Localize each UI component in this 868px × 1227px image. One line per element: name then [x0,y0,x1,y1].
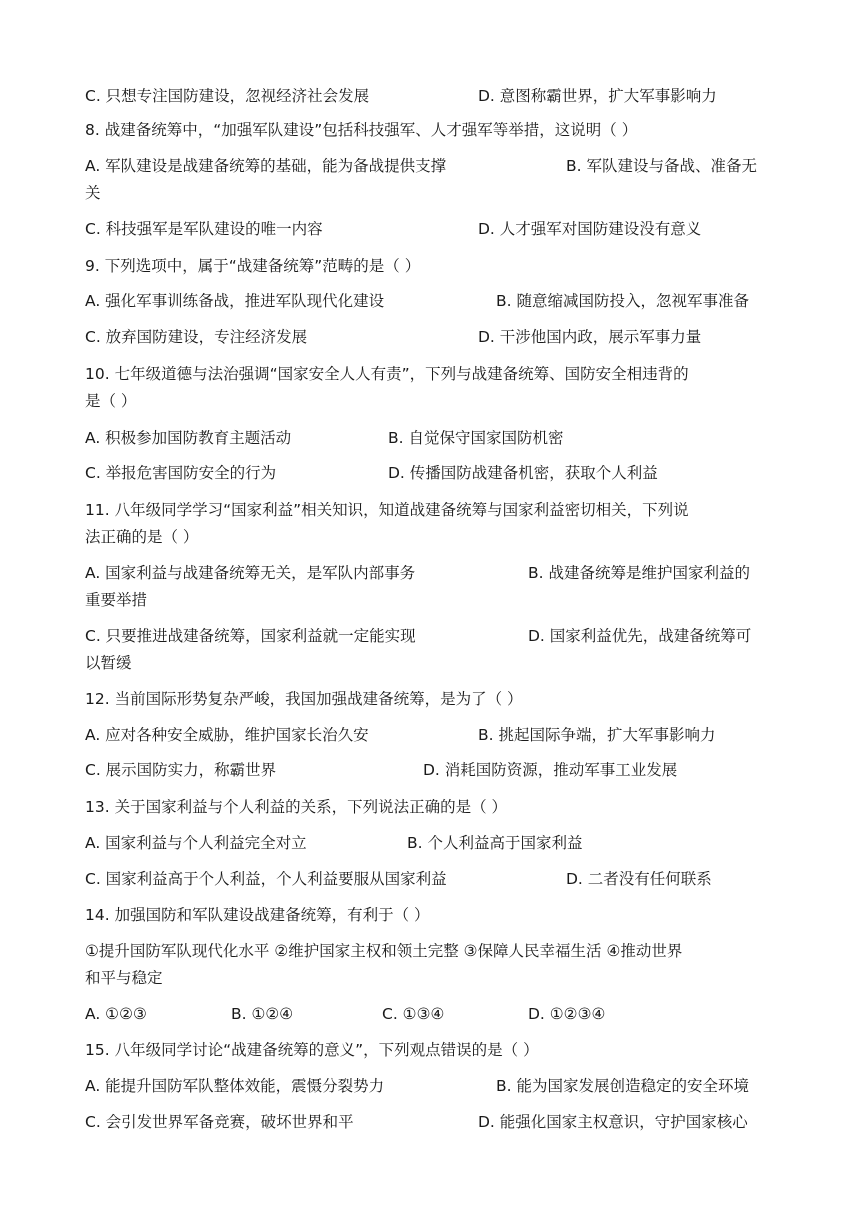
q11-stem-line2: 法正确的是（ ） [85,528,199,546]
q10-stem-line1: 10. 七年级道德与法治强调“国家安全人人有责”，下列与战建备统筹、国防安全相违背的 [85,365,689,383]
q13-option-a: A. 国家利益与个人利益完全对立 [85,834,307,852]
q11-option-a: A. 国家利益与战建备统筹无关，是军队内部事务 [85,564,416,582]
q15-option-b: B. 能为国家发展创造稳定的安全环境 [496,1077,749,1095]
q11-option-d-cont: 以暂缓 [85,654,132,672]
q14-items-line1: ①提升国防军队现代化水平 ②维护国家主权和领土完整 ③保障人民幸福生活 ④推动世界 [85,942,683,960]
q12-option-c: C. 展示国防实力，称霸世界 [85,761,277,779]
q15-stem: 15. 八年级同学讨论“战建备统筹的意义”，下列观点错误的是（ ） [85,1041,539,1059]
q7-option-d: D. 意图称霸世界，扩大军事影响力 [478,87,717,105]
q15-option-d: D. 能强化国家主权意识，守护国家核心 [478,1113,748,1131]
q8-stem: 8. 战建备统筹中，“加强军队建设”包括科技强军、人才强军等举措，这说明（ ） [85,121,638,139]
q8-option-a: A. 军队建设是战建备统筹的基础，能为备战提供支撑 [85,157,447,175]
q12-option-d: D. 消耗国防资源，推动军事工业发展 [423,761,678,779]
q8-option-d: D. 人才强军对国防建设没有意义 [478,220,702,238]
q15-option-c: C. 会引发世界军备竞赛，破坏世界和平 [85,1113,354,1131]
q13-stem: 13. 关于国家利益与个人利益的关系，下列说法正确的是（ ） [85,798,508,816]
q14-option-d: D. ①②③④ [528,1005,606,1023]
q11-option-b-cont: 重要举措 [85,591,148,609]
q8-option-b: B. 军队建设与备战、准备无 [566,157,757,175]
q11-stem-line1: 11. 八年级同学学习“国家利益”相关知识，知道战建备统筹与国家利益密切相关，下列说 [85,501,689,519]
q12-option-a: A. 应对各种安全威胁，维护国家长治久安 [85,726,369,744]
q10-option-c: C. 举报危害国防安全的行为 [85,464,277,482]
q9-option-b: B. 随意缩减国防投入，忽视军事准备 [496,292,749,310]
q12-option-b: B. 挑起国际争端，扩大军事影响力 [478,726,716,744]
q10-option-d: D. 传播国防战建备机密，获取个人利益 [388,464,658,482]
q10-option-a: A. 积极参加国防教育主题活动 [85,429,292,447]
q10-option-b: B. 自觉保守国家国防机密 [388,429,564,447]
q8-option-b-cont: 关 [85,184,101,202]
q13-option-c: C. 国家利益高于个人利益，个人利益要服从国家利益 [85,870,447,888]
q9-option-d: D. 干涉他国内政，展示军事力量 [478,328,702,346]
q9-option-c: C. 放弃国防建设，专注经济发展 [85,328,308,346]
q11-option-b: B. 战建备统筹是维护国家利益的 [528,564,750,582]
q13-option-d: D. 二者没有任何联系 [566,870,712,888]
q14-option-a: A. ①②③ [85,1005,147,1023]
q8-option-c: C. 科技强军是军队建设的唯一内容 [85,220,323,238]
q14-option-b: B. ①②④ [231,1005,294,1023]
q11-option-c: C. 只要推进战建备统筹，国家利益就一定能实现 [85,627,416,645]
q10-stem-line2: 是（ ） [85,392,137,410]
q14-items-line2: 和平与稳定 [85,969,163,987]
q12-stem: 12. 当前国际形势复杂严峻，我国加强战建备统筹，是为了（ ） [85,690,523,708]
q9-stem: 9. 下列选项中，属于“战建备统筹”范畴的是（ ） [85,257,421,275]
q11-option-d: D. 国家利益优先，战建备统筹可 [528,627,752,645]
q15-option-a: A. 能提升国防军队整体效能，震慑分裂势力 [85,1077,385,1095]
q14-stem: 14. 加强国防和军队建设战建备统筹，有利于（ ） [85,906,430,924]
q7-option-c: C. 只想专注国防建设，忽视经济社会发展 [85,87,370,105]
q13-option-b: B. 个人利益高于国家利益 [407,834,583,852]
q9-option-a: A. 强化军事训练备战，推进军队现代化建设 [85,292,385,310]
q14-option-c: C. ①③④ [382,1005,445,1023]
